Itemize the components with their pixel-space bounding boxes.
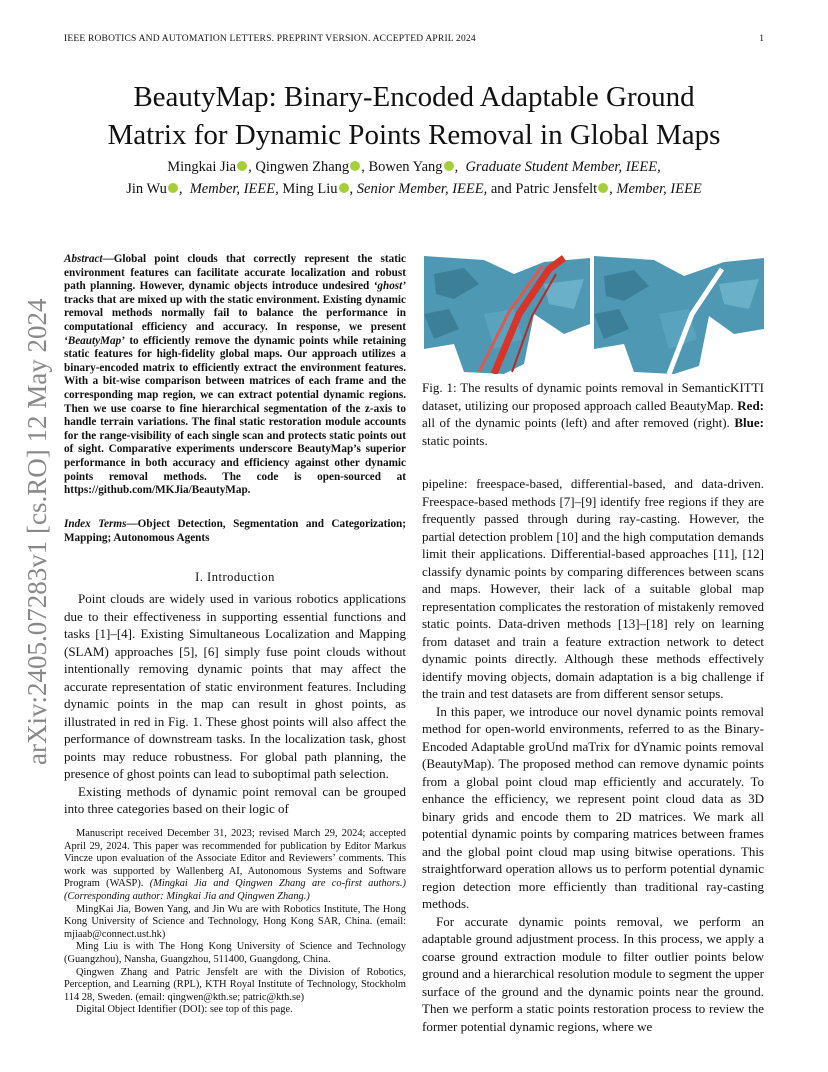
authors-line-1: Mingkai Jia , Qingwen Zhang , Bowen Yang , Graduate Student Member, IEEE,: [167, 159, 661, 175]
caption-blue-label: Blue:: [734, 415, 764, 430]
author-name: Bowen Yang: [368, 159, 443, 175]
abstract-text: tracks that are mixed up with the static environment. Existing dynamic removal methods normally fail to balance the performance in computational efficiency and accuracy. In response, we present: [64, 293, 406, 333]
paper-title: [60, 78, 768, 154]
page-number: 1: [759, 34, 764, 44]
orcid-icon: [168, 183, 178, 193]
abstract-emph: ‘ghost’: [373, 280, 406, 293]
title-line-1: BeautyMap: Binary-Encoded Adaptable Ground: [133, 81, 695, 113]
paragraph: pipeline: freespace-based, differential-based, and data-driven. Freespace-based methods [7]–[9] identify free regions if they are frequently passed through during ray-casting. However, the partial detection problem [10] and the high computation demands limit their applications. Differential-based approaches [11], [12] classify dynamic points by comparing differences between scans and maps. However, their lack of a suitable global map representation complicates the restoration of mistakenly removed static points. Data-driven methods [13]–[18] rely on learning from dataset and train a feature extraction network to detect dynamic points directly. Although these methods effectively identify moving objects, domain adaptation is a big challenge if the train and test datasets are from different sensor setups.: [422, 476, 764, 701]
author-list: [60, 156, 768, 200]
caption-text: static points.: [422, 432, 488, 448]
footnotes: [64, 828, 406, 1017]
footnote: Qingwen Zhang and Patric Jensfelt are with the Division of Robotics, Perception, and Learning (RPL), KTH Royal Institute of Technology, Stockholm 114 28, Sweden. (email: qingwen@kth.se; patric@kth.se): [64, 966, 406, 1003]
footnote: Digital Object Identifier (DOI): see top of this page.: [76, 1004, 293, 1016]
caption-text: Fig. 1: The results of dynamic points removal in SemanticKITTI dataset, utilizing our proposed approach called BeautyMap.: [422, 380, 764, 413]
right-column-text: [422, 475, 764, 1035]
author-role: Senior Member, IEEE,: [356, 181, 488, 197]
author-name: Patric Jensfelt: [515, 181, 598, 197]
orcid-icon: [237, 161, 247, 171]
orcid-icon: [350, 161, 360, 171]
abstract: [64, 253, 406, 498]
author-name: Mingkai Jia: [167, 159, 237, 175]
caption-text: all of the dynamic points (left) and after removed (right).: [422, 415, 735, 430]
abstract-label: Abstract: [64, 253, 103, 265]
author-name: Qingwen Zhang: [255, 159, 350, 175]
index-terms: [64, 518, 406, 545]
index-terms-text: —Object Detection, Segmentation and Categorization; Mapping; Autonomous Agents: [64, 518, 406, 544]
section-heading: I. Introduction: [195, 570, 275, 584]
arxiv-id: arXiv:2405.07283v1 [cs.RO] 12 May 2024: [22, 298, 52, 765]
figure-caption: [422, 379, 764, 449]
footnote: [64, 828, 406, 904]
abstract-text: —Global point clouds that correctly represent the static environment features can facilitate accurate localization and robust path planning. However, dynamic objects introduce undesired: [64, 253, 406, 293]
author-role: Member, IEEE: [616, 181, 702, 197]
author-name: Jin Wu: [126, 181, 167, 197]
caption-red-label: Red:: [737, 397, 764, 413]
orcid-icon: [444, 161, 454, 171]
author-name: Ming Liu: [282, 181, 338, 197]
footnote-text: Manuscript received December 31, 2023; revised March 29, 2024; accepted April 29, 2024. This paper was recommended for publication by Editor Markus Vincze upon evaluation of the Associate Editor and Reviewers’ comments. This work was supported by Wallenberg AI, Autonomous Systems and Software Program (WASP).: [64, 828, 406, 890]
author-and: and: [490, 181, 512, 197]
authors-line-2: Jin Wu , Member, IEEE, Ming Liu , Senior Member, IEEE, and Patric Jensfelt , Member, IEEE: [126, 181, 702, 197]
footnote-emph: (Mingkai Jia and Qingwen Zhang are co-first authors.) (Corresponding author: Mingkai Jia and Qingwen Zhang.): [64, 878, 406, 902]
paragraph: In this paper, we introduce our novel dynamic points removal method for open-world environments, referred to as the Binary-Encoded Adaptable groUnd maTrix for dYnamic points removal (BeautyMap). The proposed method can remove dynamic points from a global point cloud map efficiently and accurately. To enhance the efficiency, we represent point cloud data as 3D binary grids and encode them to 2D matrices. We mark all potential dynamic points by comparing matrices between frames and the global point cloud map using bitwise operations. This straightforward operation allows us to perform potential dynamic region detection more efficiently than traditional ray-casting methods.: [422, 703, 764, 911]
paragraph: Point clouds are widely used in various robotics applications due to their effectiveness in supporting essential functions and tasks [1]–[4]. Existing Simultaneous Localization and Mapping (SLAM) approaches [5], [6] simply fuse point clouds without intentionally removing dynamic points that may affect the accurate representation of static environment features. Including dynamic points in the map can result in ghost points, as illustrated in red in Fig. 1. These ghost points will also affect the performance of downstream tasks. In the localization task, ghost points may reduce robustness. For global path planning, the presence of ghost points can lead to suboptimal path selection.: [64, 591, 406, 781]
orcid-icon: [598, 183, 608, 193]
abstract-emph: ‘BeautyMap’: [64, 334, 125, 347]
orcid-icon: [339, 183, 349, 193]
paragraph: For accurate dynamic points removal, we perform an adaptable ground adjustment process. In this process, we apply a coarse ground extraction module to filter outlier points below ground and a hierarchical resolution module to segment the upper surface of the ground and the dynamic points near the ground. Then we perform a static points restoration process to review the former potential dynamic regions, where we: [422, 913, 764, 1034]
footnote: Ming Liu is with The Hong Kong University of Science and Technology (Guangzhou), Nansha, Guangzhou, 511400, Guangdong, China.: [64, 941, 406, 965]
paragraph: Existing methods of dynamic point removal can be grouped into three categories based on their logic of: [64, 783, 406, 816]
figure-1: [424, 254, 764, 374]
figure-right-panel: [594, 256, 764, 374]
intro-text: [64, 590, 406, 818]
index-terms-label: Index Terms: [64, 518, 127, 530]
figure-left-panel: [424, 256, 590, 374]
figure-1-image: [424, 254, 764, 374]
title-line-2: Matrix for Dynamic Points Removal in Global Maps: [107, 119, 721, 151]
arxiv-sidebar: [6, 210, 56, 770]
author-role: Member, IEEE,: [189, 181, 279, 197]
author-role: Graduate Student Member, IEEE,: [465, 159, 661, 175]
abstract-text: to efficiently remove the dynamic points while retaining static features for high-fidelity global maps. Our approach utilizes a binary-encoded matrix to efficiently extract the environment features. With a bit-wise comparison between matrices of each frame and the corresponding map region, we can extract potential dynamic regions. Then we use coarse to fine hierarchical segmentation of the z-axis to handle terrain variations. The final static restoration module accounts for the range-visibility of each single scan and protects static points out of sight. Comparative experiments underscore BeautyMap’s superior performance in both accuracy and efficiency against other dynamic points removal methods. The code is open-sourced at https://github.com/MKJia/BeautyMap.: [64, 334, 406, 497]
footnote: MingKai Jia, Bowen Yang, and Jin Wu are with Robotics Institute, The Hong Kong University of Science and Technology, Hong Kong SAR, China. (email: mjiaab@connect.ust.hk): [64, 903, 406, 940]
journal-header: IEEE ROBOTICS AND AUTOMATION LETTERS. PREPRINT VERSION. ACCEPTED APRIL 2024: [64, 34, 476, 44]
arxiv-sidebar-svg: [6, 210, 56, 770]
